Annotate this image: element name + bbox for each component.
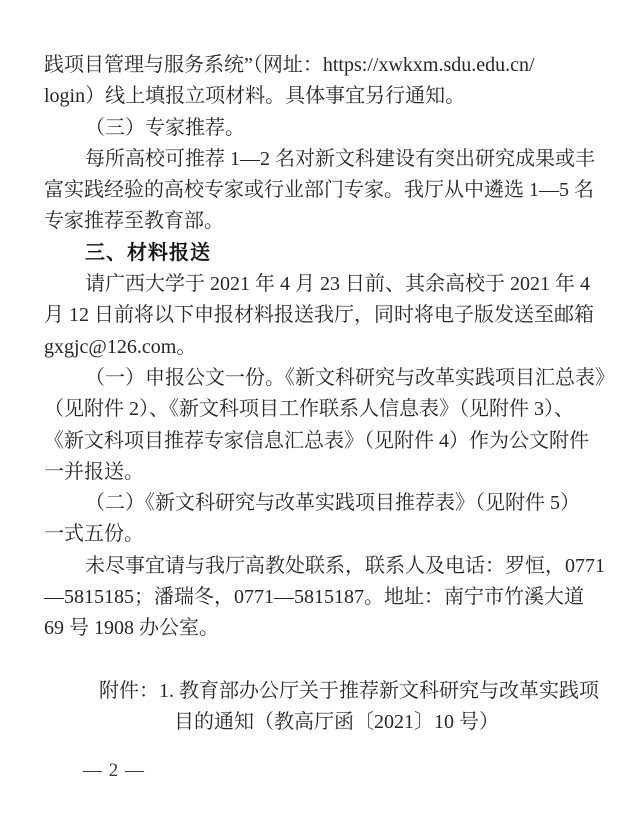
- attachment-line: 附件：1. 教育部办公厅关于推荐新文科研究与改革实践项: [99, 679, 599, 702]
- text-line: 未尽事宜请与我厅高教处联系，联系人及电话：罗恒，0771: [85, 554, 605, 577]
- text-line: login）线上填报立项材料。具体事宜另行通知。: [44, 85, 466, 108]
- text-line: （一）申报公文一份。《新文科研究与改革实践项目汇总表》: [85, 366, 615, 389]
- text-line: gxgjc@126.com。: [44, 335, 197, 358]
- attachment-line: 目的通知（教高厅函〔2021〕10 号）: [174, 711, 499, 734]
- text-line: 请广西大学于 2021 年 4 月 23 日前、其余高校于 2021 年 4: [85, 273, 590, 296]
- section-heading: 三、材料报送: [85, 241, 211, 264]
- text-line: 69 号 1908 办公室。: [44, 617, 219, 640]
- text-line: （见附件 2）、《新文科项目工作联系人信息表》（见附件 3）、: [44, 398, 574, 421]
- text-line: 专家推荐至教育部。: [44, 210, 224, 233]
- text-line: （二）《新文科研究与改革实践项目推荐表》（见附件 5）: [85, 492, 580, 515]
- text-line: （三）专家推荐。: [85, 116, 245, 139]
- text-line: 一式五份。: [44, 523, 144, 546]
- text-line: 每所高校可推荐 1—2 名对新文科建设有突出研究成果或丰: [85, 147, 595, 170]
- page-number: — 2 —: [83, 760, 145, 781]
- text-line: 一并报送。: [44, 460, 144, 483]
- text-line: 富实践经验的高校专家或行业部门专家。我厅从中遴选 1—5 名: [44, 179, 594, 202]
- text-line: 践项目管理与服务系统”（网址：https://xwkxm.sdu.edu.cn/: [44, 54, 535, 76]
- document-body: [44, 50, 615, 739]
- text-line: 《新文科项目推荐专家信息汇总表》（见附件 4）作为公文附件: [44, 429, 589, 452]
- text-line: 月 12 日前将以下申报材料报送我厅，同时将电子版发送至邮箱: [44, 304, 594, 327]
- text-line: —5815185；潘瑞冬，0771—5815187。地址：南宁市竹溪大道: [44, 586, 584, 609]
